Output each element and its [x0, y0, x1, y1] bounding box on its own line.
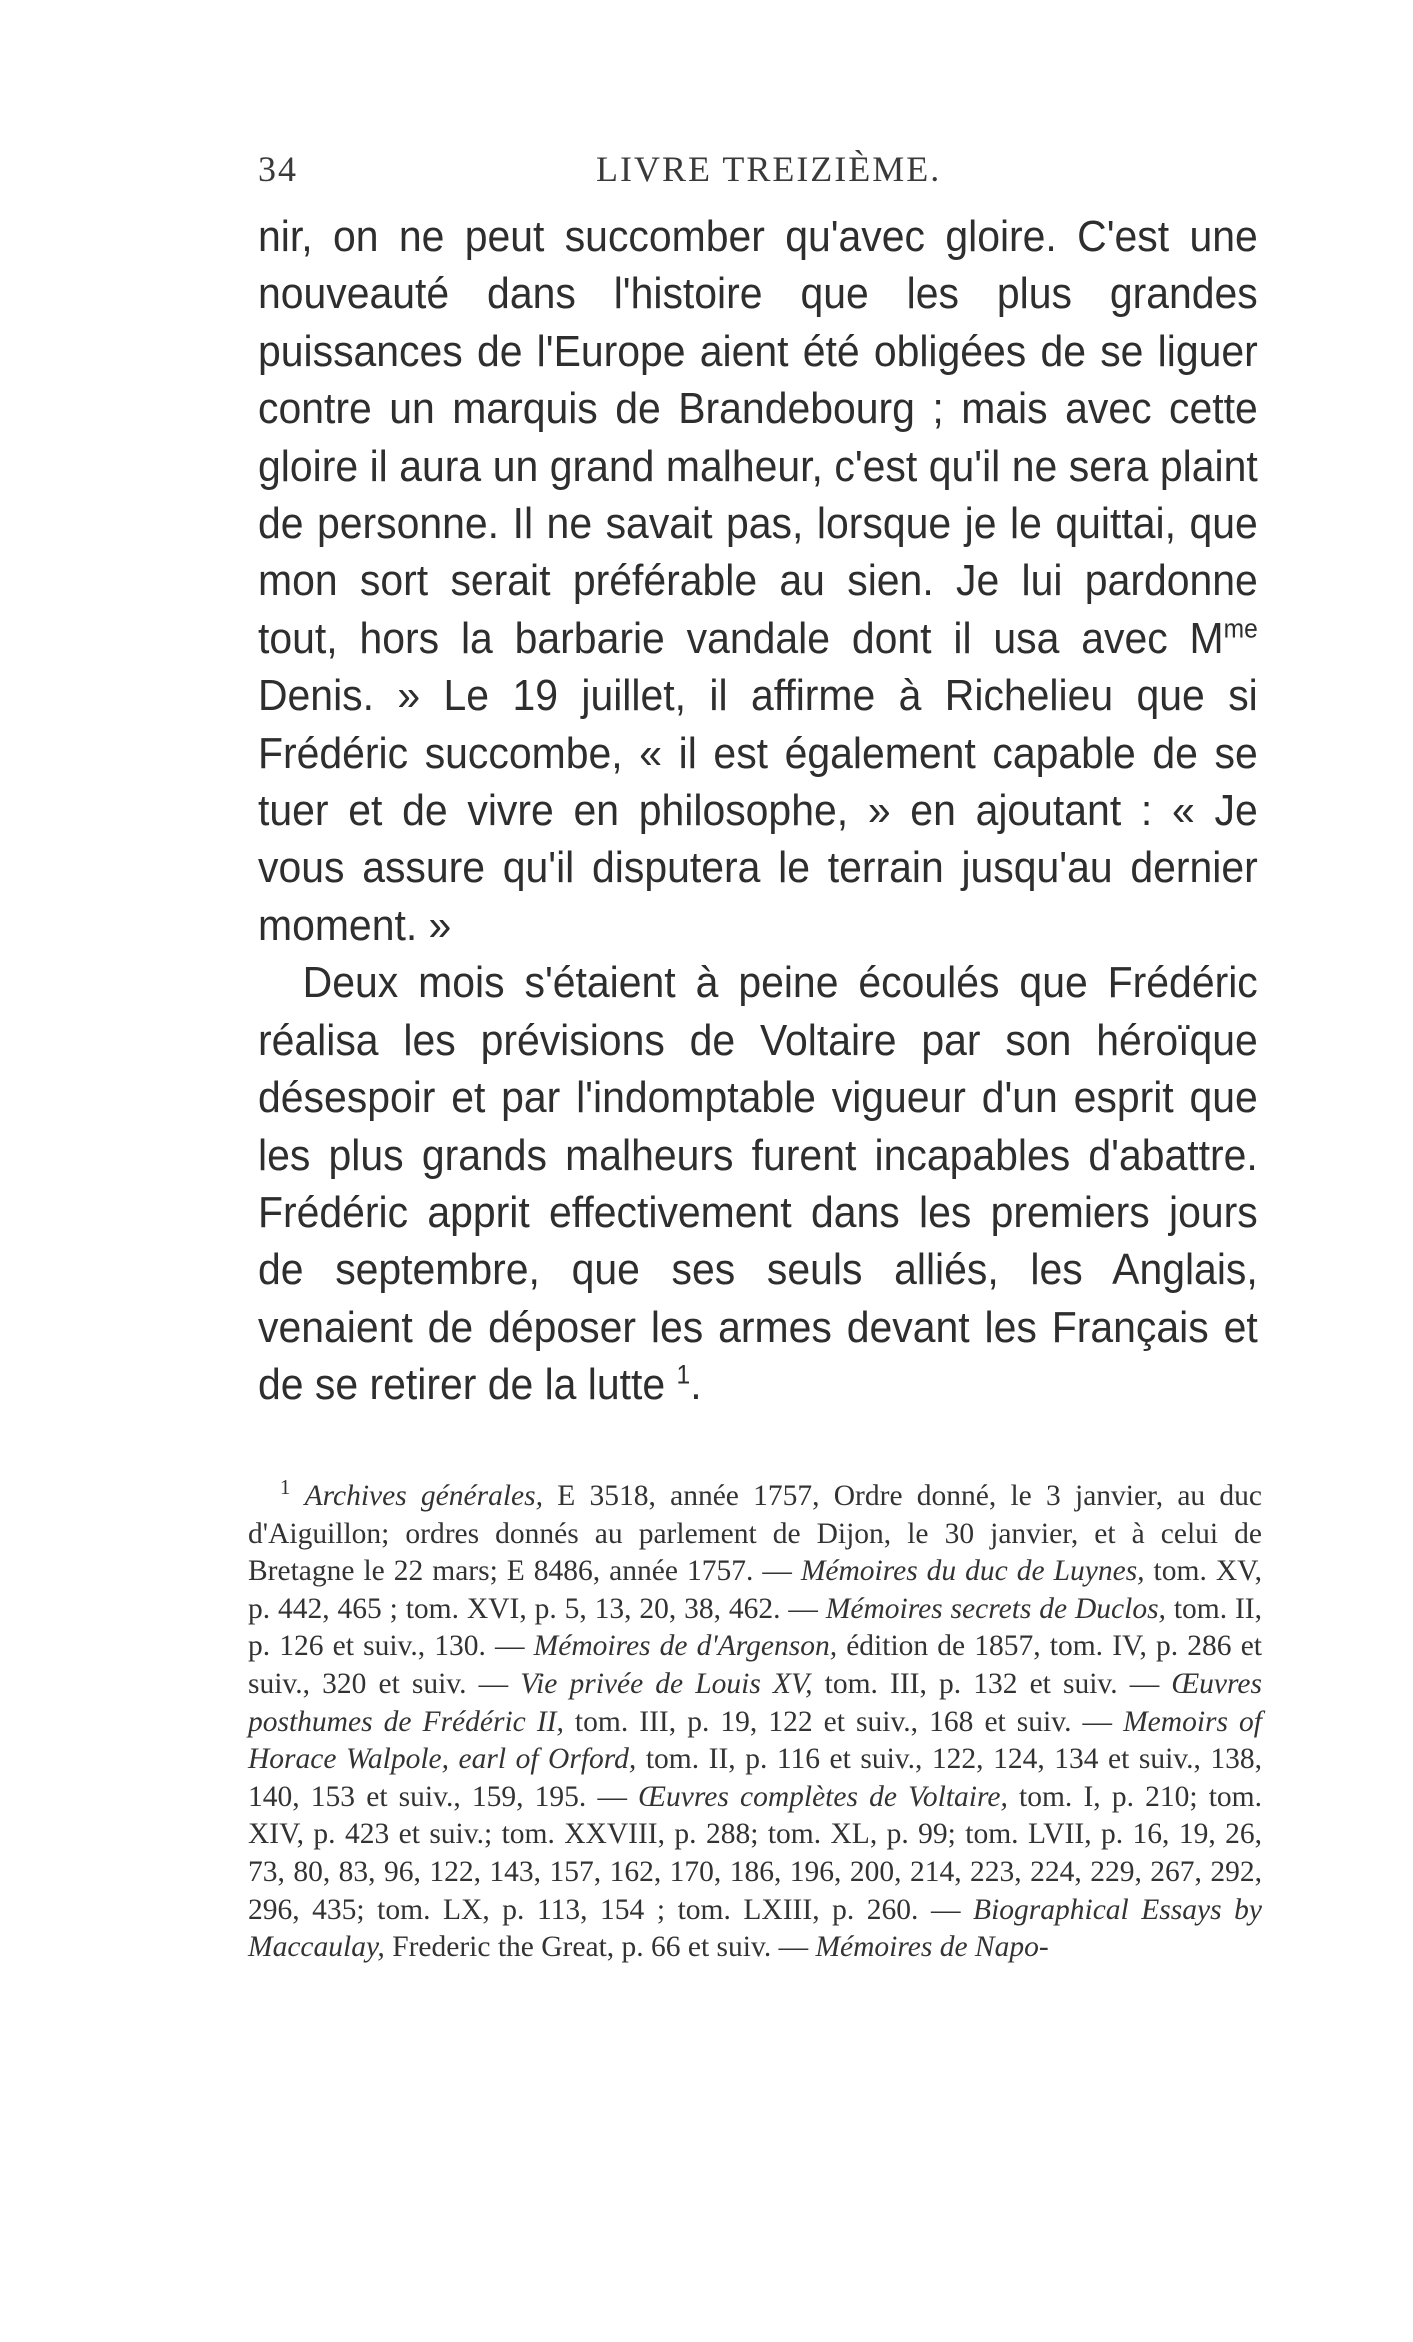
paragraph-2: [258, 954, 1258, 1413]
paragraph-2-end: .: [690, 1360, 702, 1410]
source-title: Memoirs of Horace Walpole, earl of Orford,: [248, 1705, 1262, 1776]
source-detail: tom. XV, p. 442, 465 ; tom. XVI, p. 5, 13, 20, 38, 462. —: [248, 1555, 1262, 1625]
footnote-1: [248, 1478, 1262, 1967]
running-header: [258, 148, 1258, 198]
source-title: Vie privée de Louis XV,: [520, 1667, 813, 1700]
superscript-me: me: [1223, 613, 1258, 644]
source-detail: tom. III, p. 132 et suiv. —: [812, 1667, 1172, 1700]
paragraph-2-text: Deux mois s'étaient à peine écoulés que Frédéric réalisa les prévisions de Voltaire par son héroïque désespoir et par l'indomptable vigueur d'un esprit que les plus grands malheurs furent incapables d'abattre. Frédéric apprit effectivement dans les premiers jours de septembre, que ses seuls alliés, les Anglais, venaient de déposer les armes devant les Français et de se retirer de la lutte: [258, 958, 1258, 1410]
source-title: Mémoires de Napo-: [815, 1931, 1049, 1964]
source-title: Mémoires de d'Argenson,: [533, 1630, 838, 1663]
source-title: Œuvres complètes de Voltaire,: [638, 1780, 1008, 1813]
source-detail: tom. III, p. 19, 122 et suiv., 168 et suiv. —: [563, 1705, 1124, 1738]
source-detail: tom. II, p. 126 et suiv., 130. —: [248, 1592, 1262, 1663]
footnote-mark: 1: [280, 1477, 291, 1500]
page-number: 34: [258, 149, 298, 189]
main-text: [258, 208, 1258, 1414]
source-detail: Frederic the Great, p. 66 et suiv. —: [384, 1931, 816, 1964]
source-title: Mémoires secrets de Duclos,: [825, 1592, 1166, 1625]
chapter-title: LIVRE TREIZIÈME.: [596, 149, 942, 189]
source-title: Biographical Essays by Maccaulay,: [248, 1893, 1262, 1964]
source-detail: édition de 1857, tom. IV, p. 286 et suiv., 320 et suiv. —: [248, 1630, 1262, 1700]
footnote-block: [248, 1478, 1262, 1967]
source-detail: E 3518, année 1757, Ordre donné, le 3 janvier, au duc d'Aiguillon; ordres donnés au parlement de Dijon, le 30 janvier, et à celui de Bretagne le 22 mars; E 8486, année 1757. —: [248, 1480, 1263, 1588]
source-detail: tom. II, p. 116 et suiv., 122, 124, 134 et suiv., 138, 140, 153 et suiv., 159, 195. —: [248, 1743, 1263, 1813]
paragraph-1-text-continued: Denis. » Le 19 juillet, il affirme à Richelieu que si Frédéric succombe, « il est également capable de se tuer et de vivre en philosophe, » en ajoutant : « Je vous assure qu'il disputera le terrain jusqu'au dernier moment. »: [258, 671, 1258, 950]
source-title: Œuvres posthumes de Frédéric II,: [248, 1667, 1262, 1738]
source-title: Archives générales,: [304, 1480, 543, 1512]
source-detail: tom. I, p. 210; tom. XIV, p. 423 et suiv.; tom. XXVIII, p. 288; tom. XL, p. 99; tom. LVII, p. 16, 19, 26, 73, 80, 83, 96, 122, 143, 157, 162, 170, 186, 196, 200, 214, 223, 224, 229, 267, 292, 296, 435; tom. LX, p. 113, 154 ; tom. LXIII, p. 260. —: [248, 1780, 1263, 1926]
footnote-reference: 1: [676, 1359, 691, 1390]
paragraph-1-text: nir, on ne peut succomber qu'avec gloire. C'est une nouveauté dans l'histoire que les plus grandes puissances de l'Europe aient été obligées de se liguer contre un marquis de Brandebourg ; mais avec cette gloire il aura un grand malheur, c'est qu'il ne sera plaint de personne. Il ne savait pas, lorsque je le quittai, que mon sort serait préférable au sien. Je lui pardonne tout, hors la barbarie vandale dont il usa avec M: [258, 212, 1258, 663]
source-title: Mémoires du duc de Luynes,: [800, 1555, 1145, 1588]
paragraph-1: [258, 208, 1258, 954]
